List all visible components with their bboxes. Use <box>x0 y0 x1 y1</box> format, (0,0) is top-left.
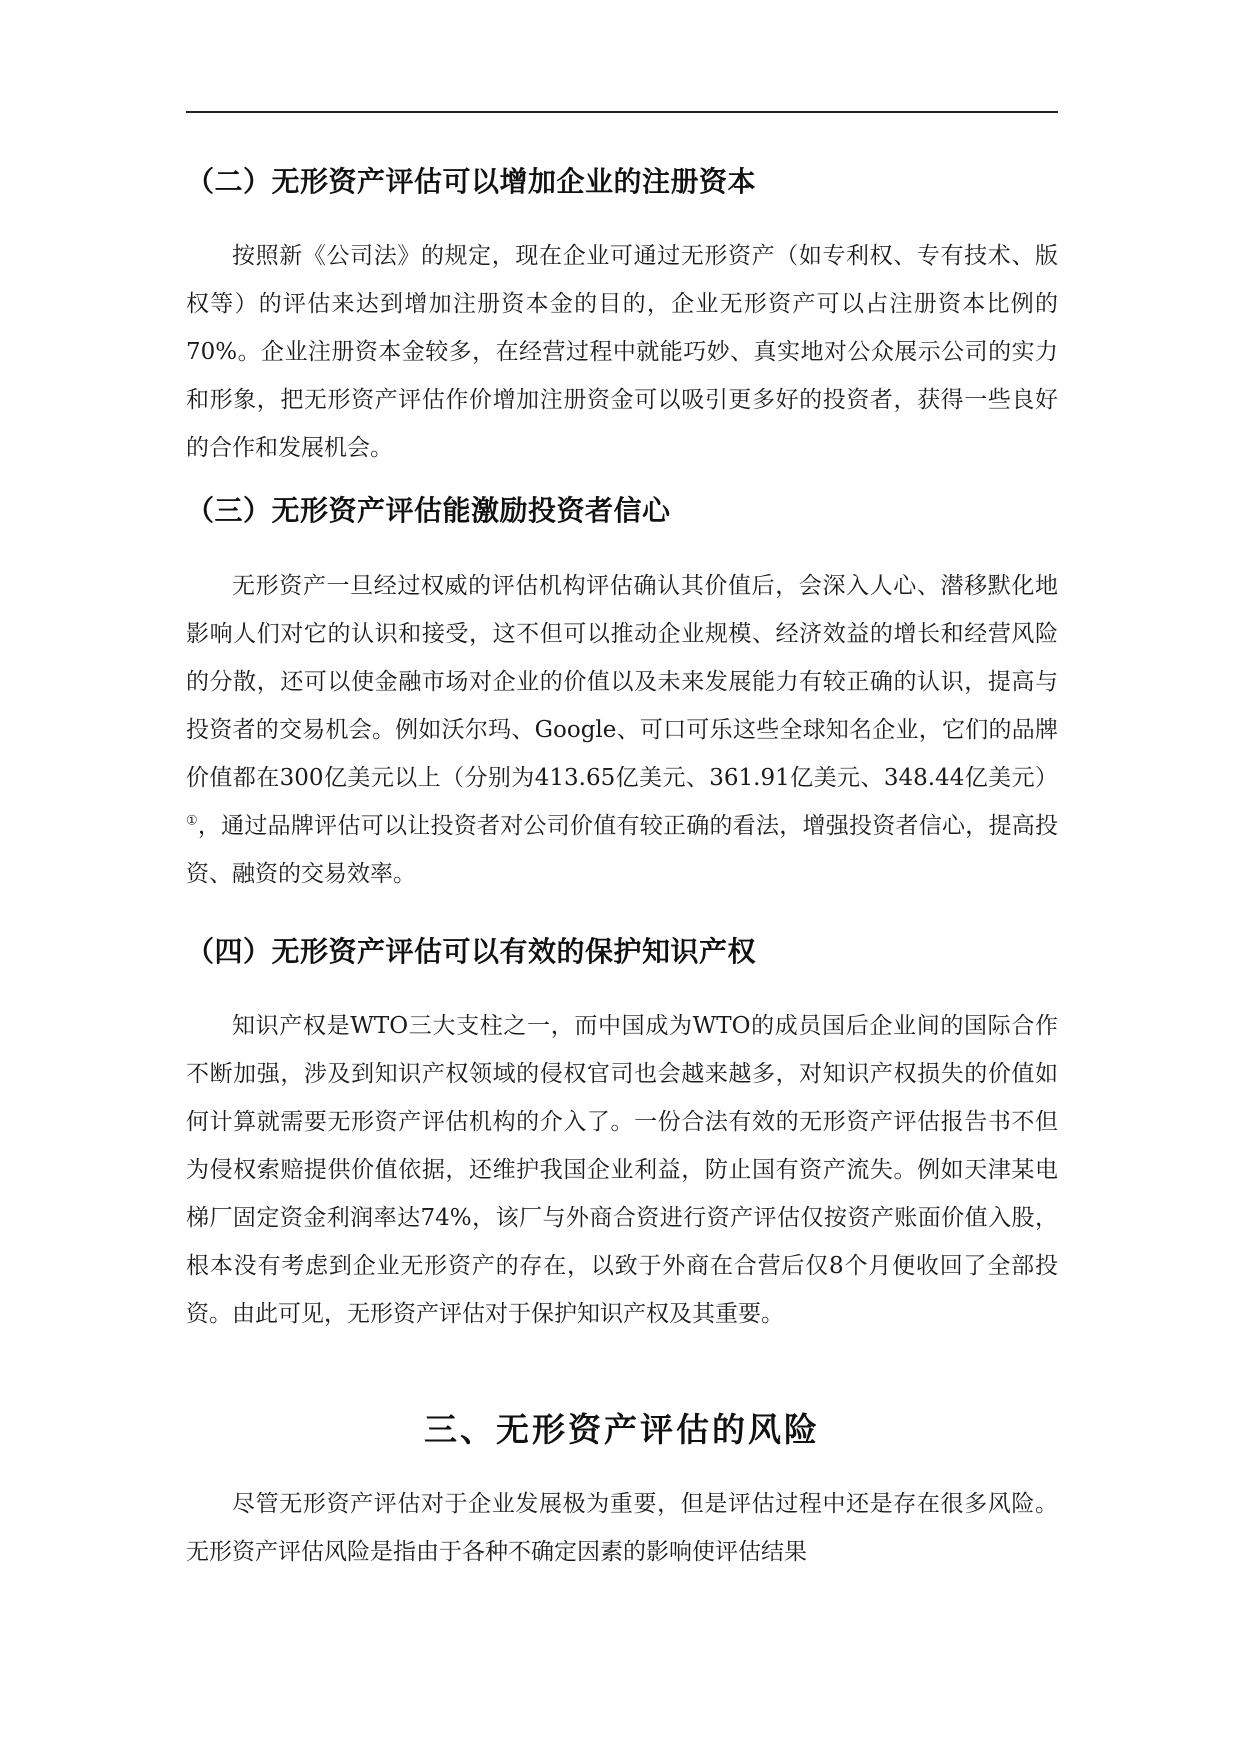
section-paragraph-2: 按照新《公司法》的规定，现在企业可通过无形资产（如专利权、专有技术、版权等）的评估来达到增加注册资本金的目的，企业无形资产可以占注册资本比例的70%。企业注册资本金较多，在经营过程中就能巧妙、真实地对公众展示公司的实力和形象，把无形资产评估作价增加注册资金可以吸引更多好的投资者，获得一些良好的合作和发展机会。 <box>186 243 1058 461</box>
header-rule <box>186 111 1058 113</box>
paragraph-text: 无形资产一旦经过权威的评估机构评估确认其价值后，会深入人心、潜移默化地影响人们对它的认识和接受，这不但可以推动企业规模、经济效益的增长和经营风险的分散，还可以使金融市场对企业的价值以及未来发展能力有较正确的认识，提高与投资者的交易机会。例如沃尔玛、Google、可口可乐这些全球知名企业，它们的品牌价值都在300亿美元以上（分别为413.65亿美元、361.91亿美元、348.44亿美元） <box>186 573 1058 791</box>
chapter-title: 三、无形资产评估的风险 <box>424 1410 820 1449</box>
section-paragraph-3 <box>186 562 1058 898</box>
chapter-paragraph: 尽管无形资产评估对于企业发展极为重要，但是评估过程中还是存在很多风险。无形资产评估风险是指由于各种不确定因素的影响使评估结果 <box>186 1491 1058 1565</box>
section-paragraph-4: 知识产权是WTO三大支柱之一，而中国成为WTO的成员国后企业间的国际合作不断加强，涉及到知识产权领域的侵权官司也会越来越多，对知识产权损失的价值如何计算就需要无形资产评估机构的介入了。一份合法有效的无形资产评估报告书不但为侵权索赔提供价值依据，还维护我国企业利益，防止国有资产流失。例如天津某电梯厂固定资金利润率达74%，该厂与外商合资进行资产评估仅按资产账面价值入股，根本没有考虑到企业无形资产的存在，以致于外商在合营后仅8个月便收回了全部投资。由此可见，无形资产评估对于保护知识产权及其重要。 <box>186 1013 1058 1327</box>
section-heading-2: （二）无形资产评估可以增加企业的注册资本 <box>186 165 757 198</box>
section-heading-3: （三）无形资产评估能激励投资者信心 <box>186 494 671 527</box>
paragraph-text: ，通过品牌评估可以让投资者对公司价值有较正确的看法，增强投资者信心，提高投资、融资的交易效率。 <box>186 813 1059 887</box>
footnote-mark: ① <box>186 813 198 829</box>
section-heading-4: （四）无形资产评估可以有效的保护知识产权 <box>186 935 757 968</box>
